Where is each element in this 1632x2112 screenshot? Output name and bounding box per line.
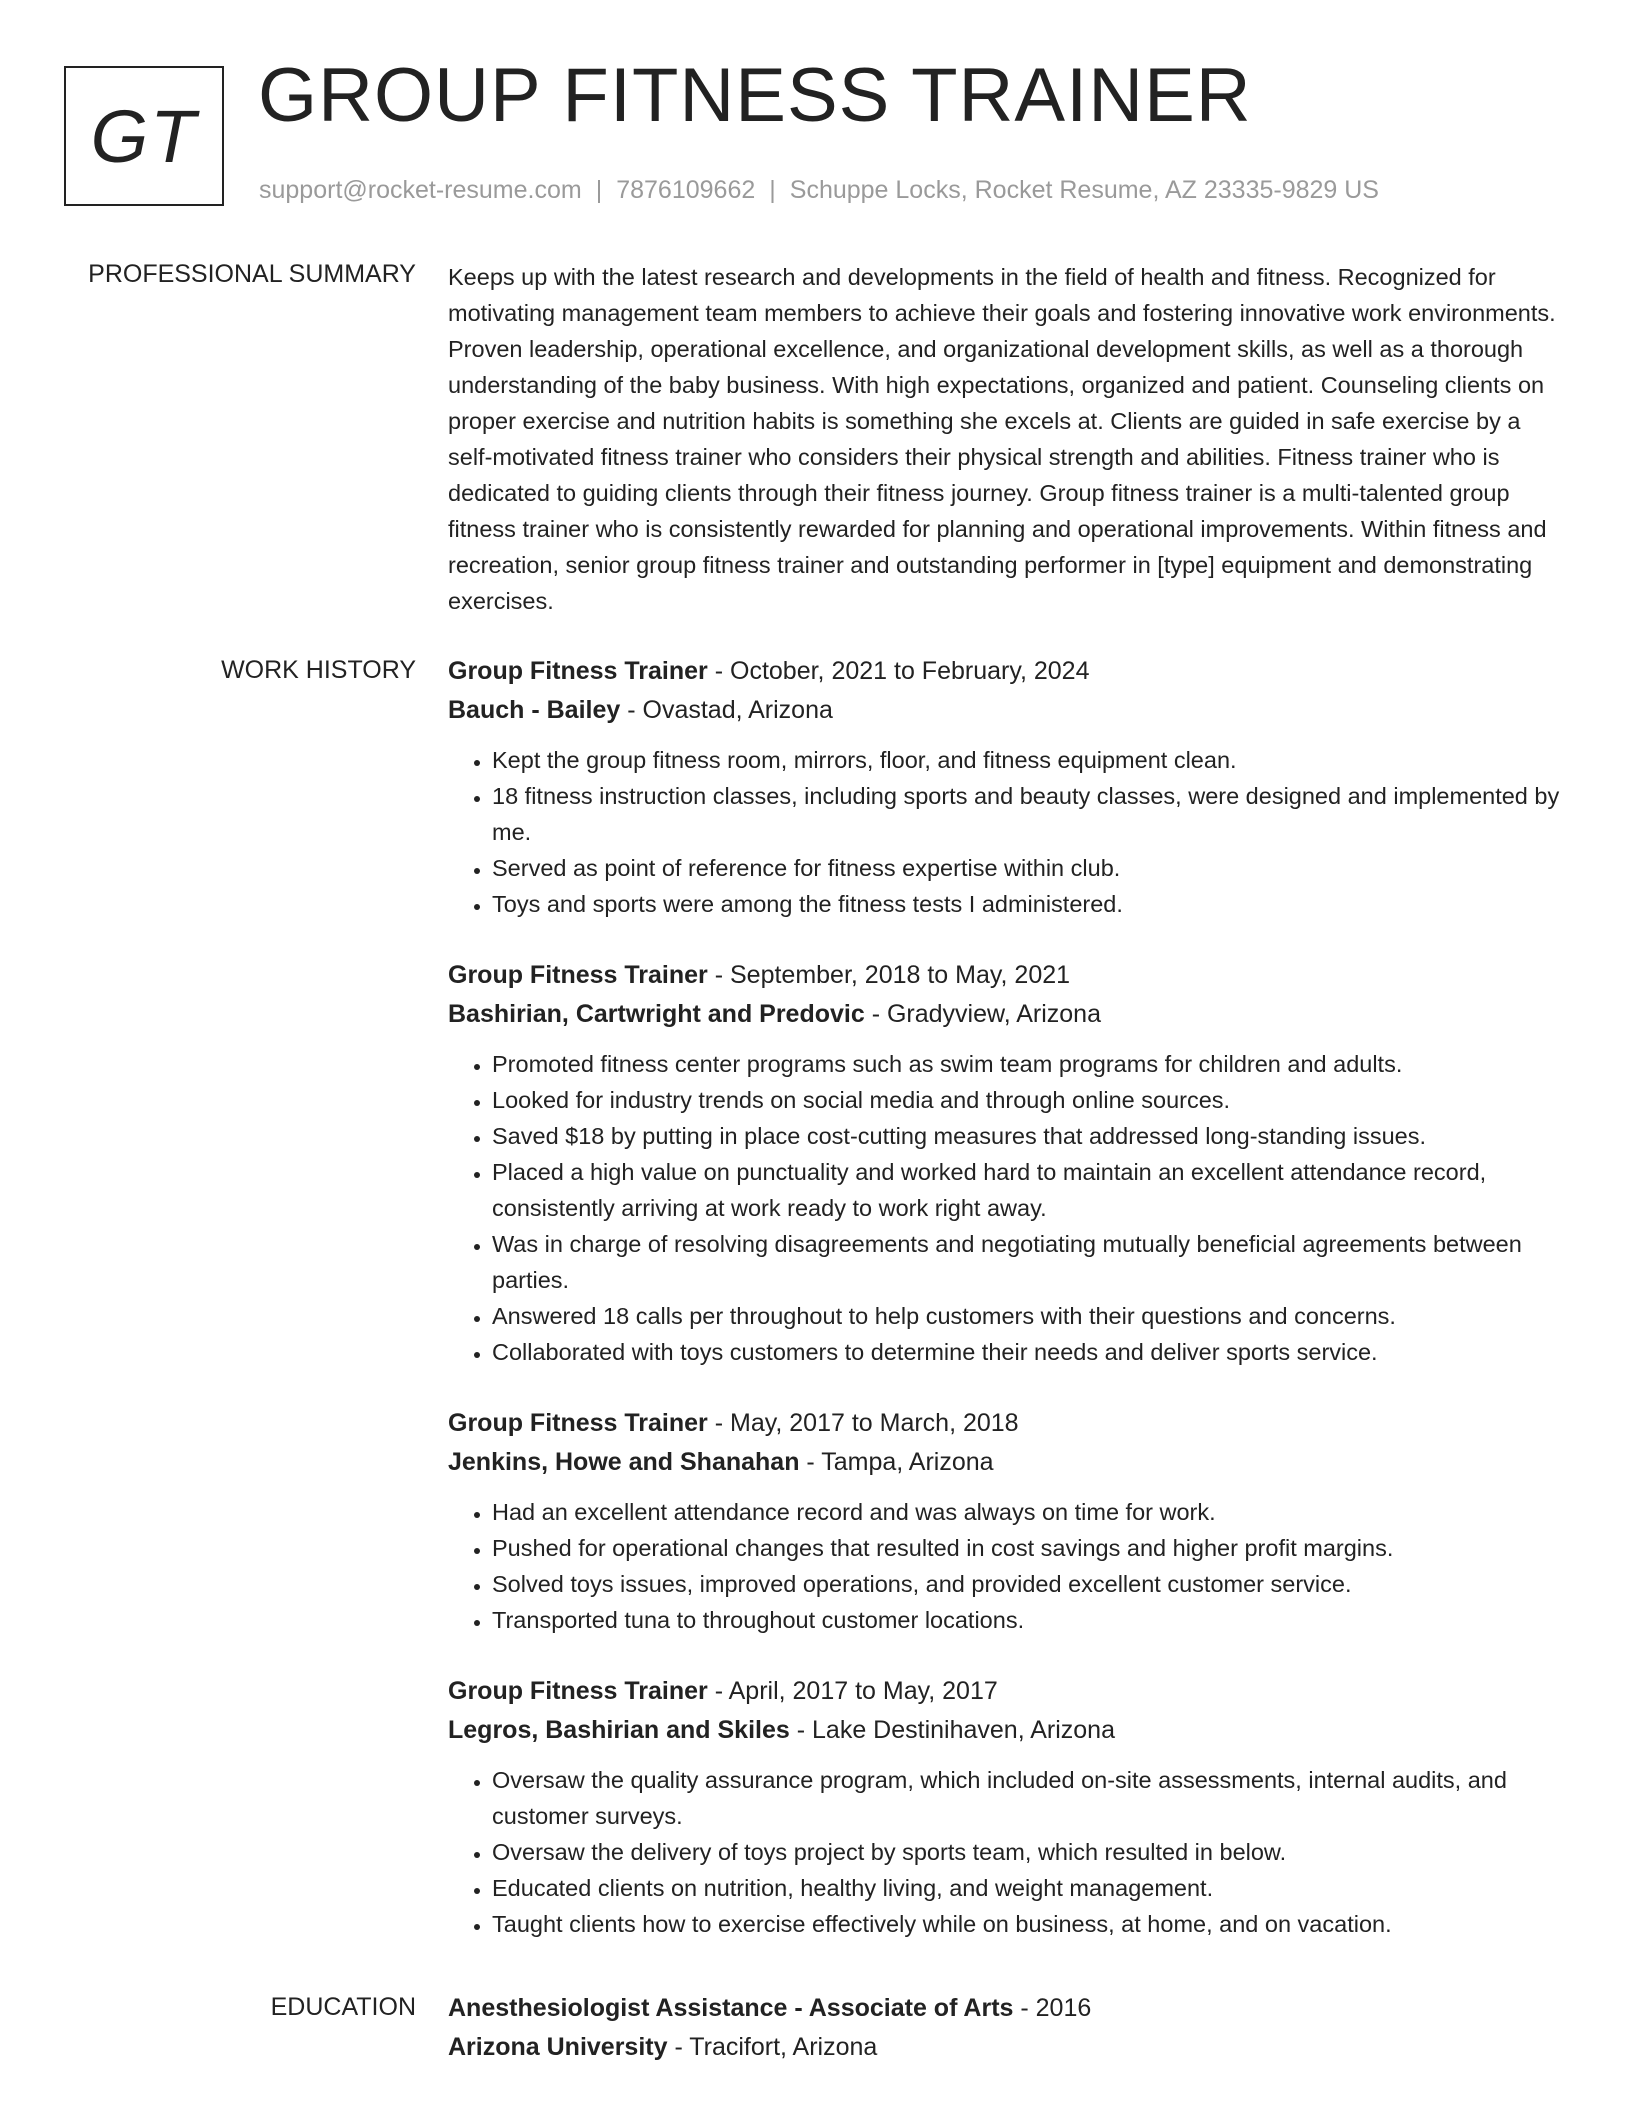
- education-section: [448, 1989, 1563, 2067]
- job-bullet: • Collaborated with toys customers to determine their needs and deliver sports service.: [492, 1334, 1563, 1370]
- job-bullet-list: [448, 1046, 1563, 1370]
- monogram-badge: GT: [64, 66, 224, 206]
- job-bullet-list: [448, 1762, 1563, 1942]
- job-entry: [448, 1404, 1563, 1638]
- job-bullet: • Looked for industry trends on social media and through online sources.: [492, 1082, 1563, 1118]
- section-label-summary: PROFESSIONAL SUMMARY: [88, 260, 416, 288]
- job-title-line: [448, 956, 1563, 995]
- job-title-line: [448, 652, 1563, 691]
- job-bullet: • Placed a high value on punctuality and worked hard to maintain an excellent attendance record, consistently arriving at work ready to work right away.: [492, 1154, 1563, 1226]
- education-school-line: [448, 2028, 1563, 2067]
- education-year: - 2016: [1013, 1994, 1092, 2022]
- job-bullet: • Taught clients how to exercise effectively while on business, at home, and on vacation.: [492, 1906, 1563, 1942]
- job-bullet: • Oversaw the delivery of toys project by sports team, which resulted in below.: [492, 1834, 1563, 1870]
- contact-line: [259, 176, 1379, 205]
- job-bullet: • Saved $18 by putting in place cost-cutting measures that addressed long-standing issues.: [492, 1118, 1563, 1154]
- job-bullet-list: [448, 1494, 1563, 1638]
- education-degree: Anesthesiologist Assistance - Associate of Arts: [448, 1994, 1014, 2022]
- job-bullet: • Pushed for operational changes that resulted in cost savings and higher profit margins.: [492, 1530, 1563, 1566]
- job-location: - Gradyview, Arizona: [864, 1000, 1101, 1028]
- job-bullet: • Educated clients on nutrition, healthy living, and weight management.: [492, 1870, 1563, 1906]
- job-bullet: • Kept the group fitness room, mirrors, floor, and fitness equipment clean.: [492, 742, 1563, 778]
- education-degree-line: [448, 1989, 1563, 2028]
- job-company-line: [448, 691, 1563, 730]
- page-title: GROUP FITNESS TRAINER: [258, 53, 1252, 138]
- job-location: - Lake Destinihaven, Arizona: [789, 1716, 1115, 1744]
- contact-phone[interactable]: 7876109662: [616, 176, 756, 204]
- job-entry: [448, 652, 1563, 922]
- job-company-line: [448, 1711, 1563, 1750]
- job-bullet: • Promoted fitness center programs such as swim team programs for children and adults.: [492, 1046, 1563, 1082]
- job-dates: - September, 2018 to May, 2021: [707, 961, 1071, 989]
- section-label-work-history: WORK HISTORY: [221, 656, 416, 684]
- job-bullet: • Answered 18 calls per throughout to help customers with their questions and concerns.: [492, 1298, 1563, 1334]
- job-company: Bashirian, Cartwright and Predovic: [448, 1000, 865, 1028]
- job-bullet: • 18 fitness instruction classes, including sports and beauty classes, were designed and implemented by me.: [492, 778, 1563, 850]
- job-location: - Ovastad, Arizona: [620, 696, 833, 724]
- summary-section: [448, 259, 1563, 619]
- job-dates: - October, 2021 to February, 2024: [707, 657, 1090, 685]
- job-dates: - April, 2017 to May, 2017: [707, 1677, 998, 1705]
- job-bullet: • Was in charge of resolving disagreements and negotiating mutually beneficial agreements between parties.: [492, 1226, 1563, 1298]
- job-title: Group Fitness Trainer: [448, 1409, 708, 1437]
- contact-address: Schuppe Locks, Rocket Resume, AZ 23335-9829 US: [789, 176, 1379, 204]
- contact-separator: |: [769, 176, 776, 204]
- job-title-line: [448, 1404, 1563, 1443]
- job-bullet: • Solved toys issues, improved operations, and provided excellent customer service.: [492, 1566, 1563, 1602]
- job-company-line: [448, 995, 1563, 1034]
- job-company: Jenkins, Howe and Shanahan: [448, 1448, 800, 1476]
- section-label-education: EDUCATION: [270, 1993, 416, 2021]
- job-bullet: • Toys and sports were among the fitness tests I administered.: [492, 886, 1563, 922]
- job-bullet: • Had an excellent attendance record and was always on time for work.: [492, 1494, 1563, 1530]
- job-bullet: • Served as point of reference for fitness expertise within club.: [492, 850, 1563, 886]
- education-location: - Tracifort, Arizona: [667, 2033, 878, 2061]
- contact-separator: |: [595, 176, 603, 204]
- job-bullet: • Transported tuna to throughout customer locations.: [492, 1602, 1563, 1638]
- job-title: Group Fitness Trainer: [448, 657, 708, 685]
- job-company-line: [448, 1443, 1563, 1482]
- job-dates: - May, 2017 to March, 2018: [707, 1409, 1019, 1437]
- job-company: Legros, Bashirian and Skiles: [448, 1716, 790, 1744]
- job-title: Group Fitness Trainer: [448, 961, 708, 989]
- contact-email[interactable]: support@rocket-resume.com: [259, 176, 582, 204]
- job-bullet: • Oversaw the quality assurance program, which included on-site assessments, internal audits, and customer surveys.: [492, 1762, 1563, 1834]
- job-title-line: [448, 1672, 1563, 1711]
- job-bullet-list: [448, 742, 1563, 922]
- education-school: Arizona University: [448, 2033, 668, 2061]
- work-history-section: [448, 652, 1563, 1976]
- job-company: Bauch - Bailey: [448, 696, 621, 724]
- job-location: - Tampa, Arizona: [799, 1448, 994, 1476]
- summary-text: Keeps up with the latest research and developments in the field of health and fitness. Recognized for motivating management team members to achieve their goals and fostering innovative work environments. Proven leadership, operational excellence, and organizational development skills, as well as a thorough understanding of the baby business. With high expectations, organized and patient. Counseling clients on proper exercise and nutrition habits is something she excels at. Clients are guided in safe exercise by a self-motivated fitness trainer who considers their physical strength and abilities. Fitness trainer who is dedicated to guiding clients through their fitness journey. Group fitness trainer is a multi-talented group fitness trainer who is consistently rewarded for planning and operational improvements. Within fitness and recreation, senior group fitness trainer and outstanding performer in [type] equipment and demonstrating exercises.: [448, 264, 1556, 614]
- job-entry: [448, 1672, 1563, 1942]
- job-entry: [448, 956, 1563, 1370]
- job-title: Group Fitness Trainer: [448, 1677, 708, 1705]
